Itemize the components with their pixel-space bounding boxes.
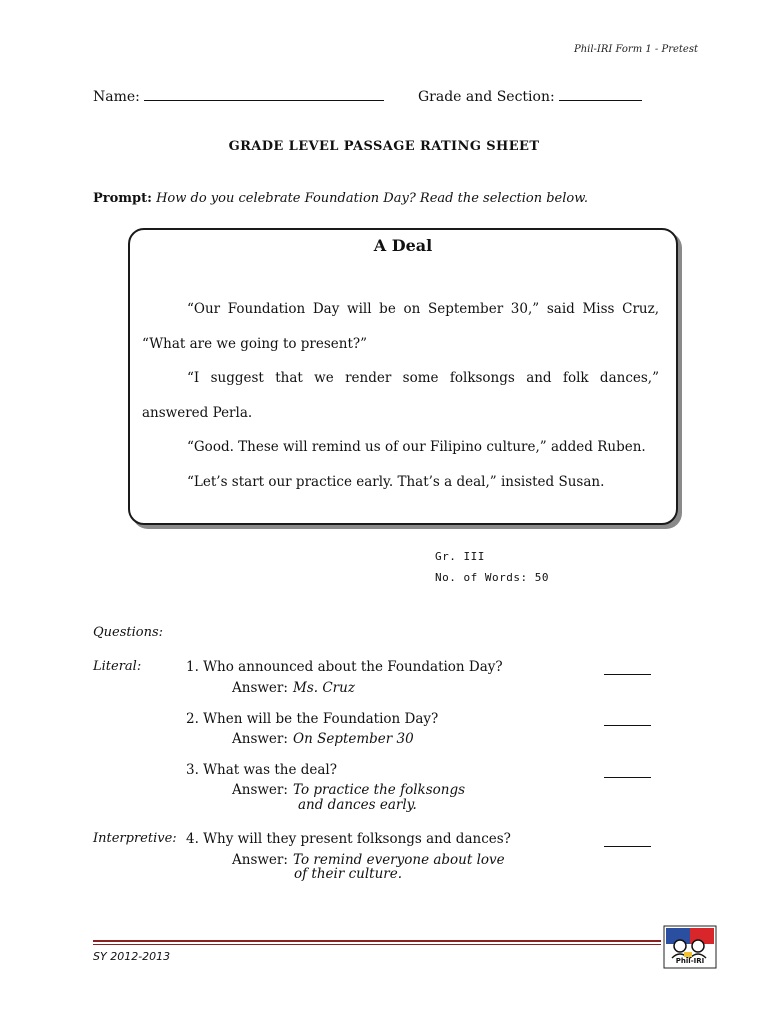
grade-section-label: Grade and Section: <box>418 89 555 105</box>
score-blank-4 <box>604 845 651 847</box>
answer-text-continued: and dances early. <box>298 797 417 813</box>
question-type-literal: Literal: <box>93 659 142 674</box>
question-1: 1. Who announced about the Foundation Day? <box>186 659 503 675</box>
question-type-interpretive: Interpretive: <box>93 831 177 846</box>
score-blank-1 <box>604 673 651 675</box>
form-label: Phil-IRI Form 1 - Pretest <box>573 44 698 55</box>
question-2: 2. When will be the Foundation Day? <box>186 711 439 727</box>
logo-text: Phil-IRI <box>675 957 705 965</box>
question-3: 3. What was the deal? <box>186 762 337 778</box>
questions-heading: Questions: <box>93 625 164 640</box>
score-blank-2 <box>604 724 651 726</box>
answer-label: Answer: <box>232 852 288 868</box>
sheet-title: GRADE LEVEL PASSAGE RATING SHEET <box>228 139 540 154</box>
word-count: No. of Words: 50 <box>435 571 549 584</box>
school-year: SY 2012-2013 <box>93 950 171 963</box>
answer-label: Answer: <box>232 782 288 798</box>
answer-3 <box>232 779 465 798</box>
name-blank <box>144 87 384 101</box>
prompt-label: Prompt: <box>93 191 152 206</box>
question-4: 4. Why will they present folksongs and dances? <box>186 831 511 847</box>
answer-label: Answer: <box>232 680 288 696</box>
phil-iri-logo <box>662 924 718 970</box>
answer-text-continued: of their culture. <box>294 866 403 882</box>
story-paragraph: “Good. These will remind us of our Filipino culture,” added Ruben. <box>187 439 646 455</box>
story-paragraph: “I suggest that we render some folksongs and folk dances,” answered Perla. <box>142 370 659 421</box>
answer-text: Ms. Cruz <box>293 680 355 696</box>
score-blank-3 <box>604 776 651 778</box>
answer-label: Answer: <box>232 731 288 747</box>
story-paragraph: “Let’s start our practice early. That’s a deal,” insisted Susan. <box>187 473 605 490</box>
story-paragraph: “Our Foundation Day will be on September 30,” said Miss Cruz, “What are we going to present?” <box>142 301 659 352</box>
story-text <box>142 292 659 499</box>
name-field <box>93 87 384 105</box>
story-title: A Deal <box>373 236 433 255</box>
grade-level: Gr. III <box>435 550 485 563</box>
answer-text: To remind everyone about love <box>293 852 505 868</box>
grade-section-blank <box>559 87 642 101</box>
answer-text: To practice the folksongs <box>293 782 466 798</box>
answer-2 <box>232 728 414 747</box>
answer-text: On September 30 <box>293 731 414 747</box>
name-label: Name: <box>93 89 140 105</box>
answer-1 <box>232 677 355 696</box>
footer-rule <box>93 940 661 942</box>
prompt <box>93 191 588 206</box>
prompt-text: How do you celebrate Foundation Day? Read the selection below. <box>156 191 588 206</box>
grade-section-field <box>418 87 642 105</box>
footer-rule-thin <box>93 944 661 945</box>
